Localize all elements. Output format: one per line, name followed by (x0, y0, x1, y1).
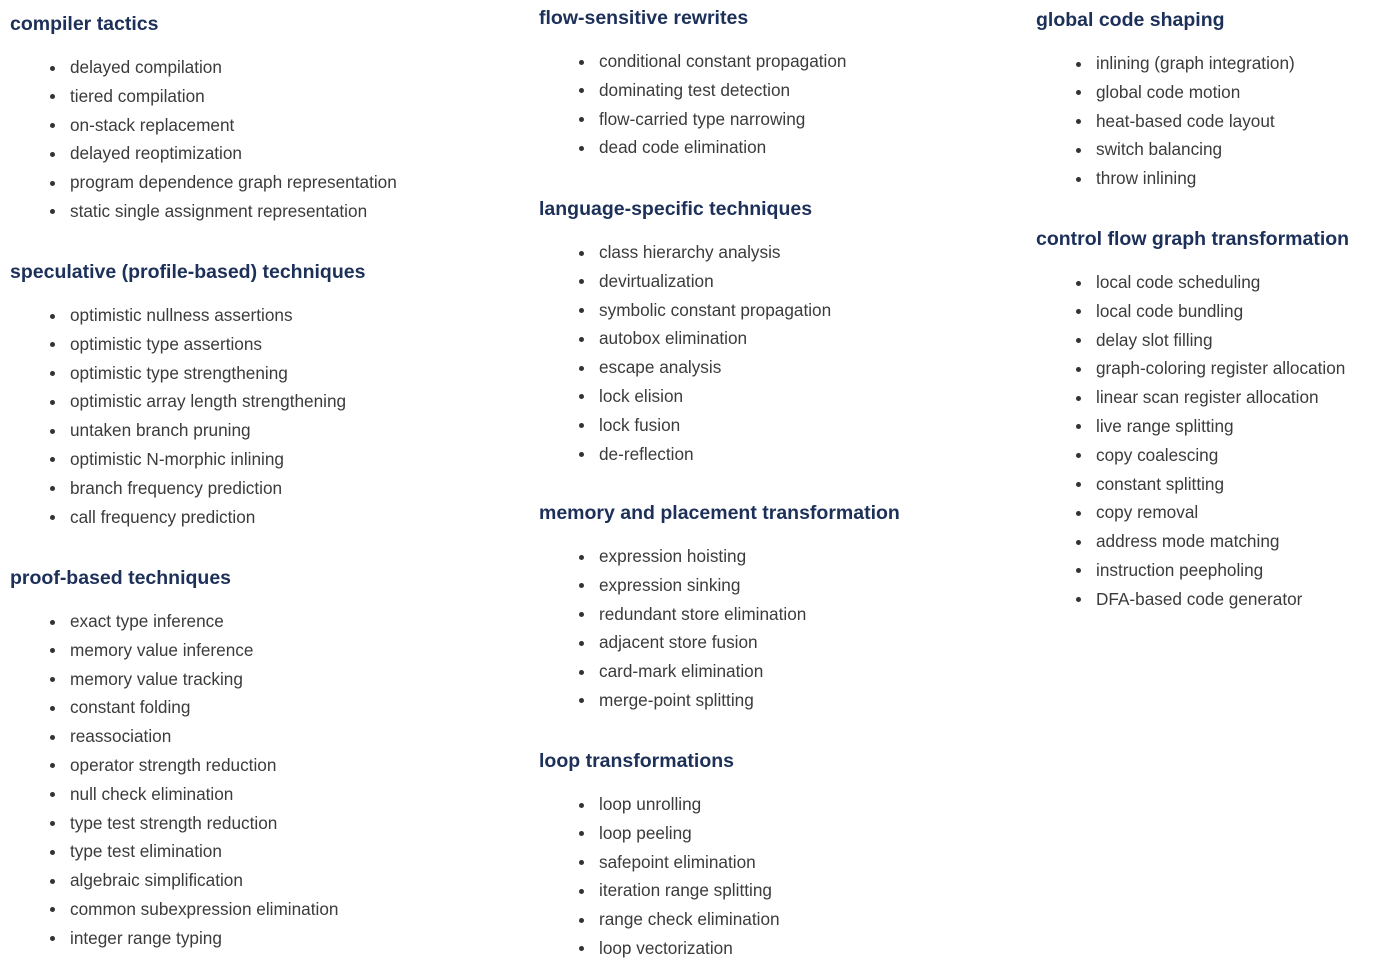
technique-list (1036, 49, 1381, 193)
bullet-icon (579, 889, 584, 894)
item-label: optimistic type assertions (70, 333, 262, 354)
list-item (539, 353, 1019, 382)
bullet-icon (1076, 62, 1081, 67)
section-proof-based-techniques (10, 566, 510, 948)
section-title: proof-based techniques (10, 567, 232, 589)
item-label: untaken branch pruning (70, 420, 251, 441)
list-item (10, 924, 510, 953)
list-item (1036, 326, 1381, 355)
item-label: de-reflection (599, 443, 694, 464)
bullet-icon (579, 279, 584, 284)
item-label: escape analysis (599, 357, 722, 378)
item-label: lock elision (599, 385, 684, 406)
section-title: control flow graph transformation (1036, 228, 1350, 250)
list-item (10, 693, 510, 722)
list-item (539, 324, 1019, 353)
bullet-icon (50, 515, 55, 520)
section-flow-sensitive-rewrites (539, 6, 1019, 158)
bullet-icon (1076, 396, 1081, 401)
bullet-icon (579, 612, 584, 617)
item-label: type test strength reduction (70, 812, 278, 833)
item-label: exact type inference (70, 611, 224, 631)
list-item (10, 866, 510, 895)
item-label: copy removal (1096, 502, 1199, 523)
item-label: branch frequency prediction (70, 477, 283, 498)
item-label: local code bundling (1096, 300, 1244, 321)
item-label: devirtualization (599, 270, 714, 291)
bullet-icon (579, 452, 584, 457)
list-item (539, 600, 1019, 629)
list-item (1036, 78, 1381, 107)
item-label: loop peeling (599, 822, 692, 843)
bullet-icon (579, 251, 584, 256)
list-item (10, 359, 510, 388)
bullet-icon (579, 308, 584, 313)
bullet-icon (1076, 90, 1081, 95)
list-item (539, 47, 1019, 76)
item-label: card-mark elimination (599, 661, 764, 682)
bullet-icon (50, 763, 55, 768)
bullet-icon (50, 706, 55, 711)
bullet-icon (50, 152, 55, 157)
list-item (10, 445, 510, 474)
list-item (539, 819, 1019, 848)
list-item (10, 607, 510, 636)
item-label: lock fusion (599, 414, 681, 435)
bullet-icon (50, 429, 55, 434)
item-label: loop vectorization (599, 937, 733, 958)
section-title: language-specific techniques (539, 198, 813, 220)
bullet-icon (1076, 597, 1081, 602)
item-label: symbolic constant propagation (599, 299, 832, 320)
item-label: heat-based code layout (1096, 110, 1275, 131)
section-loop-transformations (539, 749, 1019, 958)
item-label: local code scheduling (1096, 272, 1261, 292)
list-item (1036, 527, 1381, 556)
list-item (10, 895, 510, 924)
item-label: class hierarchy analysis (599, 242, 781, 262)
list-item (1036, 49, 1381, 78)
item-label: dead code elimination (599, 137, 767, 158)
bullet-icon (579, 394, 584, 399)
item-label: expression sinking (599, 574, 741, 595)
list-item (539, 411, 1019, 440)
bullet-icon (50, 181, 55, 186)
item-label: memory value inference (70, 639, 254, 660)
bullet-icon (1076, 511, 1081, 516)
item-label: adjacent store fusion (599, 632, 758, 653)
bullet-icon (1076, 453, 1081, 458)
item-label: call frequency prediction (70, 506, 256, 527)
list-item (1036, 107, 1381, 136)
item-label: constant folding (70, 697, 191, 718)
list-item (539, 790, 1019, 819)
list-item (539, 133, 1019, 162)
bullet-icon (1076, 540, 1081, 545)
list-item (1036, 412, 1381, 441)
list-item (10, 503, 510, 532)
list-item (10, 111, 510, 140)
bullet-icon (1076, 424, 1081, 429)
bullet-icon (579, 423, 584, 428)
list-item (539, 105, 1019, 134)
list-item (539, 296, 1019, 325)
bullet-icon (1076, 148, 1081, 153)
bullet-icon (1076, 309, 1081, 314)
section-control-flow-graph-transformation (1036, 227, 1381, 609)
list-item (1036, 585, 1381, 614)
item-label: iteration range splitting (599, 880, 772, 901)
technique-list (539, 47, 1019, 162)
item-label: dominating test detection (599, 79, 791, 100)
bullet-icon (579, 803, 584, 808)
item-label: global code motion (1096, 81, 1241, 102)
section-language-specific-techniques (539, 197, 1019, 464)
bullet-icon (579, 641, 584, 646)
list-item (1036, 556, 1381, 585)
list-item (1036, 441, 1381, 470)
item-label: switch balancing (1096, 139, 1223, 160)
item-label: loop unrolling (599, 794, 702, 814)
bullet-icon (50, 907, 55, 912)
bullet-icon (579, 555, 584, 560)
list-item (539, 571, 1019, 600)
bullet-icon (50, 735, 55, 740)
list-item (539, 848, 1019, 877)
list-item (539, 542, 1019, 571)
list-item (539, 238, 1019, 267)
item-label: optimistic type strengthening (70, 362, 288, 383)
list-item (539, 657, 1019, 686)
section-title: flow-sensitive rewrites (539, 7, 749, 29)
list-item (10, 387, 510, 416)
bullet-icon (50, 371, 55, 376)
bullet-icon (579, 88, 584, 93)
item-label: graph-coloring register allocation (1096, 358, 1346, 379)
section-title: loop transformations (539, 750, 735, 772)
section-title: memory and placement transformation (539, 502, 900, 524)
list-item (10, 82, 510, 111)
bullet-icon (579, 946, 584, 951)
technique-list (539, 542, 1019, 715)
technique-list (1036, 268, 1381, 614)
list-item (10, 168, 510, 197)
bullet-icon (50, 821, 55, 826)
list-item (10, 139, 510, 168)
item-label: tiered compilation (70, 85, 205, 106)
bullet-icon (579, 60, 584, 65)
bullet-icon (50, 879, 55, 884)
item-label: copy coalescing (1096, 444, 1219, 465)
bullet-icon (50, 342, 55, 347)
bullet-icon (50, 792, 55, 797)
item-label: program dependence graph representation (70, 172, 397, 193)
item-label: type test elimination (70, 841, 222, 862)
technique-list (539, 238, 1019, 468)
bullet-icon (579, 366, 584, 371)
list-item (10, 722, 510, 751)
list-item (539, 440, 1019, 469)
list-item (1036, 498, 1381, 527)
bullet-icon (50, 677, 55, 682)
section-memory-placement-transformation (539, 501, 1019, 710)
bullet-icon (50, 314, 55, 319)
item-label: delay slot filling (1096, 329, 1213, 350)
list-item (10, 636, 510, 665)
bullet-icon (50, 94, 55, 99)
bullet-icon (1076, 482, 1081, 487)
bullet-icon (579, 146, 584, 151)
bullet-icon (50, 486, 55, 491)
list-item (10, 416, 510, 445)
bullet-icon (579, 583, 584, 588)
item-label: conditional constant propagation (599, 51, 847, 71)
list-item (539, 934, 1019, 963)
item-label: throw inlining (1096, 168, 1197, 189)
item-label: delayed compilation (70, 57, 222, 77)
list-item (539, 905, 1019, 934)
bullet-icon (579, 337, 584, 342)
section-speculative-techniques (10, 260, 510, 527)
list-item (1036, 470, 1381, 499)
bullet-icon (1076, 568, 1081, 573)
bullet-icon (1076, 119, 1081, 124)
list-item (10, 301, 510, 330)
section-title: compiler tactics (10, 13, 159, 35)
item-label: merge-point splitting (599, 689, 754, 710)
item-label: optimistic nullness assertions (70, 305, 293, 325)
bullet-icon (50, 457, 55, 462)
bullet-icon (50, 66, 55, 71)
list-item (539, 76, 1019, 105)
item-label: common subexpression elimination (70, 898, 339, 919)
item-label: linear scan register allocation (1096, 387, 1319, 408)
list-item (10, 330, 510, 359)
list-item (1036, 383, 1381, 412)
list-item (539, 628, 1019, 657)
list-item (10, 837, 510, 866)
item-label: expression hoisting (599, 546, 747, 566)
list-item (1036, 268, 1381, 297)
technique-list (539, 790, 1019, 963)
item-label: static single assignment representation (70, 200, 368, 221)
list-item (10, 197, 510, 226)
bullet-icon (579, 918, 584, 923)
item-label: range check elimination (599, 909, 780, 930)
item-label: integer range typing (70, 927, 222, 948)
list-item (1036, 297, 1381, 326)
section-global-code-shaping (1036, 8, 1381, 189)
list-item (10, 751, 510, 780)
item-label: address mode matching (1096, 531, 1280, 552)
technique-list (10, 301, 510, 531)
item-label: delayed reoptimization (70, 143, 242, 164)
list-item (1036, 135, 1381, 164)
section-title: global code shaping (1036, 9, 1225, 31)
item-label: instruction peepholing (1096, 559, 1264, 580)
section-title: speculative (profile-based) techniques (10, 261, 366, 283)
technique-list (10, 53, 510, 226)
bullet-icon (1076, 281, 1081, 286)
bullet-icon (50, 400, 55, 405)
list-item (10, 665, 510, 694)
item-label: autobox elimination (599, 328, 748, 349)
bullet-icon (579, 670, 584, 675)
list-item (1036, 164, 1381, 193)
item-label: on-stack replacement (70, 114, 235, 135)
list-item (539, 267, 1019, 296)
bullet-icon (50, 209, 55, 214)
bullet-icon (50, 123, 55, 128)
list-item (10, 474, 510, 503)
item-label: redundant store elimination (599, 603, 807, 624)
item-label: DFA-based code generator (1096, 588, 1303, 609)
item-label: optimistic N-morphic inlining (70, 448, 284, 469)
bullet-icon (1076, 367, 1081, 372)
item-label: reassociation (70, 726, 172, 747)
bullet-icon (579, 860, 584, 865)
list-item (1036, 354, 1381, 383)
bullet-icon (50, 850, 55, 855)
section-compiler-tactics (10, 12, 510, 221)
item-label: safepoint elimination (599, 851, 756, 872)
bullet-icon (579, 831, 584, 836)
item-label: algebraic simplification (70, 870, 243, 891)
bullet-icon (50, 648, 55, 653)
list-item (10, 780, 510, 809)
bullet-icon (579, 698, 584, 703)
bullet-icon (1076, 177, 1081, 182)
item-label: memory value tracking (70, 668, 243, 689)
list-item (10, 53, 510, 82)
list-item (539, 382, 1019, 411)
item-label: operator strength reduction (70, 754, 277, 775)
bullet-icon (579, 117, 584, 122)
item-label: constant splitting (1096, 473, 1225, 494)
item-label: optimistic array length strengthening (70, 391, 347, 412)
bullet-icon (1076, 338, 1081, 343)
list-item (539, 876, 1019, 905)
list-item (10, 809, 510, 838)
item-label: flow-carried type narrowing (599, 108, 806, 129)
technique-list (10, 607, 510, 953)
item-label: live range splitting (1096, 415, 1234, 436)
bullet-icon (50, 620, 55, 625)
item-label: null check elimination (70, 783, 234, 804)
item-label: inlining (graph integration) (1096, 53, 1295, 73)
list-item (539, 686, 1019, 715)
bullet-icon (50, 936, 55, 941)
